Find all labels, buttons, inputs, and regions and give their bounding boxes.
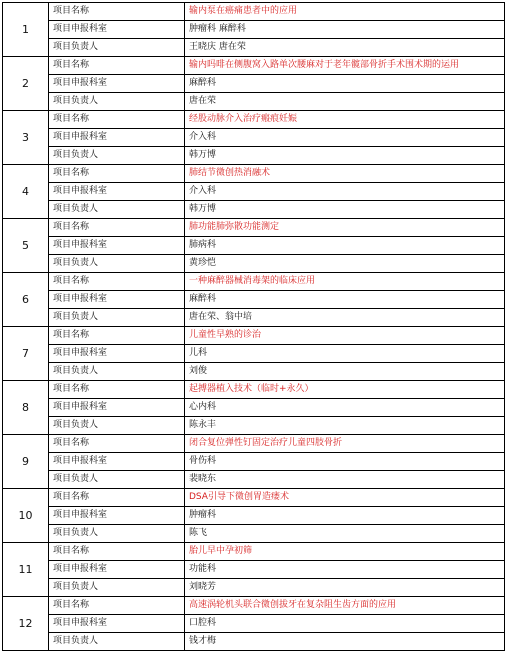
- field-label-name: 项目名称: [49, 489, 185, 507]
- field-value-dept: 麻醉科: [185, 291, 505, 309]
- project-number: 5: [3, 219, 49, 273]
- field-label-lead: 项目负责人: [49, 93, 185, 111]
- table-row: [3, 381, 505, 399]
- table-row: [3, 471, 505, 489]
- project-number: 1: [3, 3, 49, 57]
- field-value-lead: 黄珍恺: [185, 255, 505, 273]
- field-value-name: 胎儿早中孕初筛: [185, 543, 505, 561]
- table-row: [3, 615, 505, 633]
- field-label-lead: 项目负责人: [49, 309, 185, 327]
- field-value-dept: 肺病科: [185, 237, 505, 255]
- table-row: [3, 3, 505, 21]
- field-label-name: 项目名称: [49, 219, 185, 237]
- field-value-lead: 唐在荣、翁中培: [185, 309, 505, 327]
- field-label-lead: 项目负责人: [49, 471, 185, 489]
- field-label-dept: 项目申报科室: [49, 183, 185, 201]
- field-label-lead: 项目负责人: [49, 363, 185, 381]
- field-value-dept: 功能科: [185, 561, 505, 579]
- table-row: [3, 525, 505, 543]
- field-value-dept: 肿瘤科: [185, 507, 505, 525]
- table-row: [3, 93, 505, 111]
- table-row: [3, 75, 505, 93]
- field-value-name: DSA引导下微创胃造瘘术: [185, 489, 505, 507]
- table-row: [3, 237, 505, 255]
- field-value-lead: 陈永丰: [185, 417, 505, 435]
- field-value-dept: 介入科: [185, 129, 505, 147]
- project-number: 3: [3, 111, 49, 165]
- field-value-name: 一种麻醉器械消毒架的临床应用: [185, 273, 505, 291]
- table-row: [3, 561, 505, 579]
- field-value-name: 儿童性早熟的诊治: [185, 327, 505, 345]
- table-row: [3, 507, 505, 525]
- table-row: [3, 129, 505, 147]
- field-label-name: 项目名称: [49, 111, 185, 129]
- table-row: [3, 435, 505, 453]
- table-row: [3, 201, 505, 219]
- field-label-name: 项目名称: [49, 165, 185, 183]
- table-row: [3, 633, 505, 651]
- field-value-dept: 心内科: [185, 399, 505, 417]
- field-value-lead: 刘俊: [185, 363, 505, 381]
- project-number: 12: [3, 597, 49, 651]
- table-row: [3, 489, 505, 507]
- project-number: 7: [3, 327, 49, 381]
- field-label-lead: 项目负责人: [49, 633, 185, 651]
- field-label-name: 项目名称: [49, 327, 185, 345]
- field-label-dept: 项目申报科室: [49, 129, 185, 147]
- table-row: [3, 399, 505, 417]
- field-label-name: 项目名称: [49, 381, 185, 399]
- field-value-lead: 韩万博: [185, 201, 505, 219]
- table-row: [3, 219, 505, 237]
- field-label-name: 项目名称: [49, 273, 185, 291]
- table-row: [3, 39, 505, 57]
- project-table: [2, 2, 505, 651]
- field-label-name: 项目名称: [49, 435, 185, 453]
- project-number: 4: [3, 165, 49, 219]
- table-row: [3, 21, 505, 39]
- field-label-dept: 项目申报科室: [49, 615, 185, 633]
- field-value-name: 高速涡轮机头联合微创拔牙在复杂阻生齿方面的应用: [185, 597, 505, 615]
- field-value-lead: 裴晓东: [185, 471, 505, 489]
- field-value-lead: 刘晓芳: [185, 579, 505, 597]
- field-label-dept: 项目申报科室: [49, 75, 185, 93]
- field-value-name: 闭合复位弹性钉固定治疗儿童四肢骨折: [185, 435, 505, 453]
- table-row: [3, 579, 505, 597]
- field-value-dept: 介入科: [185, 183, 505, 201]
- field-label-lead: 项目负责人: [49, 579, 185, 597]
- field-label-name: 项目名称: [49, 57, 185, 75]
- field-label-lead: 项目负责人: [49, 39, 185, 57]
- table-row: [3, 363, 505, 381]
- field-value-name: 输内吗啡在侧腹窝入路单次腰麻对于老年髋部骨折手术围术期的运用: [185, 57, 505, 75]
- field-value-lead: 唐在荣: [185, 93, 505, 111]
- project-number: 8: [3, 381, 49, 435]
- field-label-dept: 项目申报科室: [49, 507, 185, 525]
- project-number: 11: [3, 543, 49, 597]
- project-number: 9: [3, 435, 49, 489]
- table-row: [3, 57, 505, 75]
- table-row: [3, 255, 505, 273]
- field-label-name: 项目名称: [49, 3, 185, 21]
- field-label-lead: 项目负责人: [49, 417, 185, 435]
- field-label-dept: 项目申报科室: [49, 561, 185, 579]
- field-value-dept: 口腔科: [185, 615, 505, 633]
- field-value-name: 经股动脉介入治疗瘢痕妊娠: [185, 111, 505, 129]
- field-label-dept: 项目申报科室: [49, 21, 185, 39]
- project-number: 6: [3, 273, 49, 327]
- field-value-name: 输内泵在癌痛患者中的应用: [185, 3, 505, 21]
- table-row: [3, 417, 505, 435]
- field-value-lead: 王晓庆 唐在荣: [185, 39, 505, 57]
- table-row: [3, 147, 505, 165]
- table-row: [3, 453, 505, 471]
- field-label-name: 项目名称: [49, 543, 185, 561]
- table-row: [3, 327, 505, 345]
- table-row: [3, 345, 505, 363]
- field-value-name: 肺结节微创热消融术: [185, 165, 505, 183]
- field-value-dept: 肿瘤科 麻醉科: [185, 21, 505, 39]
- table-row: [3, 183, 505, 201]
- field-value-lead: 钱才梅: [185, 633, 505, 651]
- field-value-name: 起搏器植入技术（临时+永久）: [185, 381, 505, 399]
- field-value-dept: 麻醉科: [185, 75, 505, 93]
- field-label-lead: 项目负责人: [49, 525, 185, 543]
- field-value-dept: 儿科: [185, 345, 505, 363]
- field-label-dept: 项目申报科室: [49, 453, 185, 471]
- field-label-dept: 项目申报科室: [49, 399, 185, 417]
- table-row: [3, 111, 505, 129]
- field-label-dept: 项目申报科室: [49, 345, 185, 363]
- field-value-dept: 骨伤科: [185, 453, 505, 471]
- table-row: [3, 273, 505, 291]
- field-value-name: 肺功能肺弥散功能测定: [185, 219, 505, 237]
- field-label-lead: 项目负责人: [49, 201, 185, 219]
- field-label-dept: 项目申报科室: [49, 291, 185, 309]
- field-label-dept: 项目申报科室: [49, 237, 185, 255]
- table-row: [3, 543, 505, 561]
- field-label-lead: 项目负责人: [49, 255, 185, 273]
- project-number: 2: [3, 57, 49, 111]
- project-table-body: [3, 3, 505, 651]
- field-value-lead: 韩万博: [185, 147, 505, 165]
- table-row: [3, 309, 505, 327]
- table-row: [3, 597, 505, 615]
- table-row: [3, 165, 505, 183]
- field-label-lead: 项目负责人: [49, 147, 185, 165]
- project-number: 10: [3, 489, 49, 543]
- table-row: [3, 291, 505, 309]
- field-label-name: 项目名称: [49, 597, 185, 615]
- field-value-lead: 陈飞: [185, 525, 505, 543]
